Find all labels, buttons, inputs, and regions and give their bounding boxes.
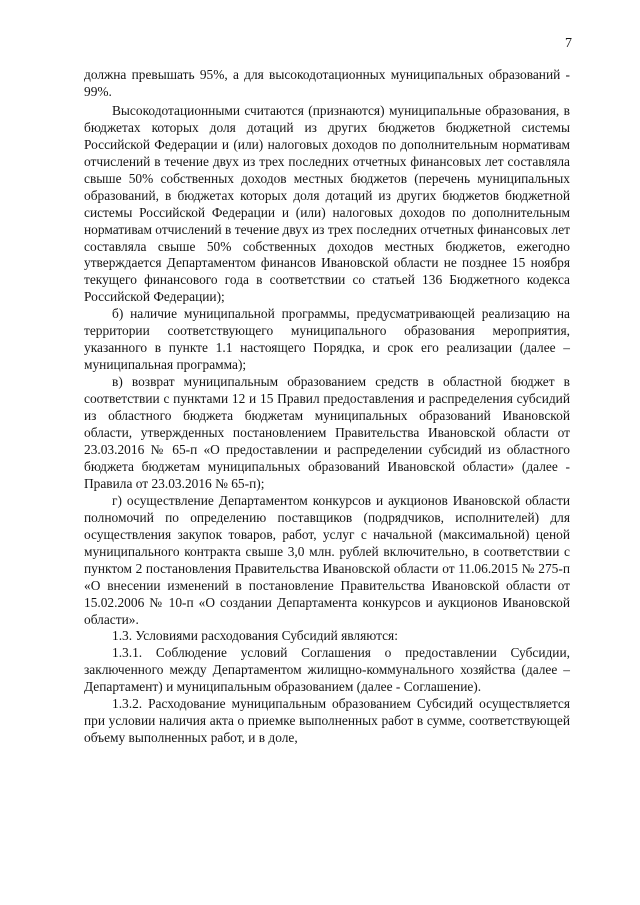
document-body: [84, 67, 570, 747]
section-heading-1-3: 1.3. Условиями расходования Субсидий являются:: [112, 628, 398, 644]
paragraph-1-3-1: 1.3.1. Соблюдение условий Соглашения о предоставлении Субсидии, заключенного между Департаментом жилищно-коммунального хозяйства (далее – Департамент) и муниципальным образованием (далее - Соглашение).: [84, 645, 570, 695]
paragraph-condition-v: в) возврат муниципальным образованием средств в областной бюджет в соответствии с пунктами 12 и 15 Правил предоставления и распределения субсидий из областного бюджета бюджетам муниципальных образований Ивановской области, утвержденных постановлением Правительства Ивановской области от 23.03.2016 № 65-п «О предоставлении и распределении субсидий из областного бюджета бюджетам муниципальных образований Ивановской области» (далее - Правила от 23.03.2016 № 65-п);: [84, 374, 570, 491]
page-number: 7: [565, 36, 572, 51]
paragraph-condition-g: г) осуществление Департаментом конкурсов и аукционов Ивановской области полномочий по определению поставщиков (подрядчиков, исполнителей) для осуществления закупок товаров, работ, услуг с начальной (максимальной) ценой муниципального контракта свыше 3,0 млн. рублей включительно, в соответствии с пунктом 2 постановления Правительства Ивановской области от 11.06.2015 № 275-п «О внесении изменений в постановление Правительства Ивановской области от 15.02.2006 № 10-п «О создании Департамента конкурсов и аукционов Ивановской области».: [84, 492, 570, 627]
paragraph-1-3-2: 1.3.2. Расходование муниципальным образованием Субсидий осуществляется при условии наличия акта о приемке выполненных работ в сумме, соответствующей объему выполненных работ, и в доле,: [84, 696, 570, 746]
paragraph-high-subsidy-definition: Высокодотационными считаются (признаются) муниципальные образования, в бюджетах которых доля дотаций из других бюджетов бюджетной системы Российской Федерации и (или) налоговых доходов по дополнительным нормативам отчислений в течение двух из трех последних отчетных финансовых лет составляла свыше 50% собственных доходов местных бюджетов (перечень муниципальных образований, в бюджетах которых доля дотаций из других бюджетов бюджетной системы Российской Федерации и (или) налоговых доходов по дополнительным нормативам отчислений в течение двух из трех последних отчетных финансовых лет составляла свыше 50% собственных доходов местных бюджетов, ежегодно утверждается Департаментом финансов Ивановской области не позднее 15 ноября текущего финансового года в соответствии со статьей 136 Бюджетного кодекса Российской Федерации);: [84, 102, 570, 305]
paragraph-condition-b: б) наличие муниципальной программы, предусматривающей реализацию на территории соответствующего муниципального образования мероприятия, указанного в пункте 1.1 настоящего Порядка, и срок его реализации (далее – муниципальная программа);: [84, 306, 570, 373]
paragraph-continuation: должна превышать 95%, а для высокодотационных муниципальных образований - 99%.: [84, 67, 570, 99]
